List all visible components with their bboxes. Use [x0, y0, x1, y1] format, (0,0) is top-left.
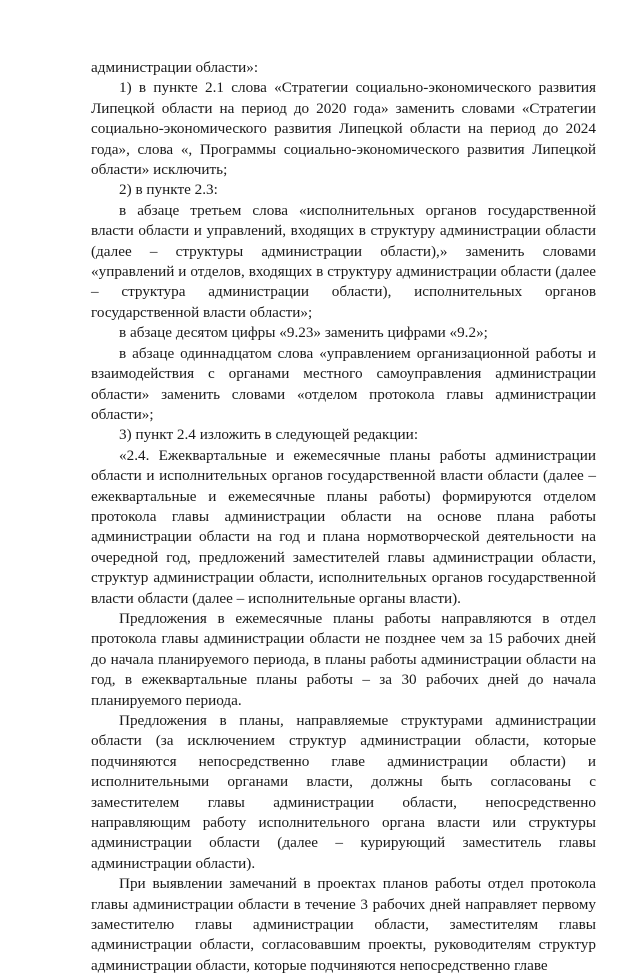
paragraph-continuation: администрации области»: [91, 59, 259, 76]
paragraph-item-3: 3) пункт 2.4 изложить в следующей редакции: [119, 426, 419, 444]
paragraph-abzac-3: в абзаце третьем слова «исполнительных органов государственной власти области и управлений, входящих в структуру администрации области (далее – структуры администрации области),» заменить словами «управлений и отделов, входящих в структуру администрации области (далее – структура администрации области), исполнительных органов государственной власти области»; [91, 201, 596, 321]
paragraph-abzac-10: в абзаце десятом цифры «9.23» заменить цифрами «9.2»; [119, 324, 488, 342]
paragraph-proposals-approval: Предложения в планы, направляемые структурами администрации области (за исключением структур администрации области, которые подчиняются непосредственно главе администрации области) и исполнительными органами власти, должны быть согласованы с заместителем главы администрации области, непосредственно направляющим работу исполнительного органа власти или структуры администрации области (далее – курирующий заместитель главы администрации области). [91, 712, 596, 872]
paragraph-section-2-4: «2.4. Ежеквартальные и ежемесячные планы работы администрации области и исполнительных органов государственной власти области (далее – ежеквартальные и ежемесячные планы работы) формируются отделом протокола главы администрации области на основе плана работы администрации области на год и плана нормотворческой деятельности на очередной год, предложений заместителей главы администрации области, структур администрации области, исполнительных органов государственной власти области (далее – исполнительные органы власти). [91, 446, 596, 607]
paragraph-item-1: 1) в пункте 2.1 слова «Стратегии социально-экономического развития Липецкой области на период до 2020 года» заменить словами «Стратегии социально-экономического развития Липецкой области на период до 2024 года», слова «, Программы социально-экономического развития Липецкой области» исключить; [91, 79, 596, 179]
paragraph-remarks: При выявлении замечаний в проектах планов работы отдел протокола главы администрации области в течение 3 рабочих дней направляет первому заместителю главы администрации области, заместителям главы администрации области, согласовавшим проекты, руководителям структур администрации области, которые подчиняются непосредственно главе [91, 875, 596, 974]
paragraph-abzac-11: в абзаце одиннадцатом слова «управлением организационной работы и взаимодействия с органами местного самоуправления администрации области» заменить словами «отделом протокола главы администрации области»; [91, 344, 596, 423]
paragraph-item-2: 2) в пункте 2.3: [119, 181, 218, 199]
paragraph-proposals-deadlines: Предложения в ежемесячные планы работы направляются в отдел протокола главы администрации области не позднее чем за 15 рабочих дней до начала планируемого периода, в планы работы администрации области на год, в ежеквартальные планы работы – за 30 рабочих дней до начала планируемого периода. [91, 609, 596, 709]
document-body [91, 58, 596, 976]
